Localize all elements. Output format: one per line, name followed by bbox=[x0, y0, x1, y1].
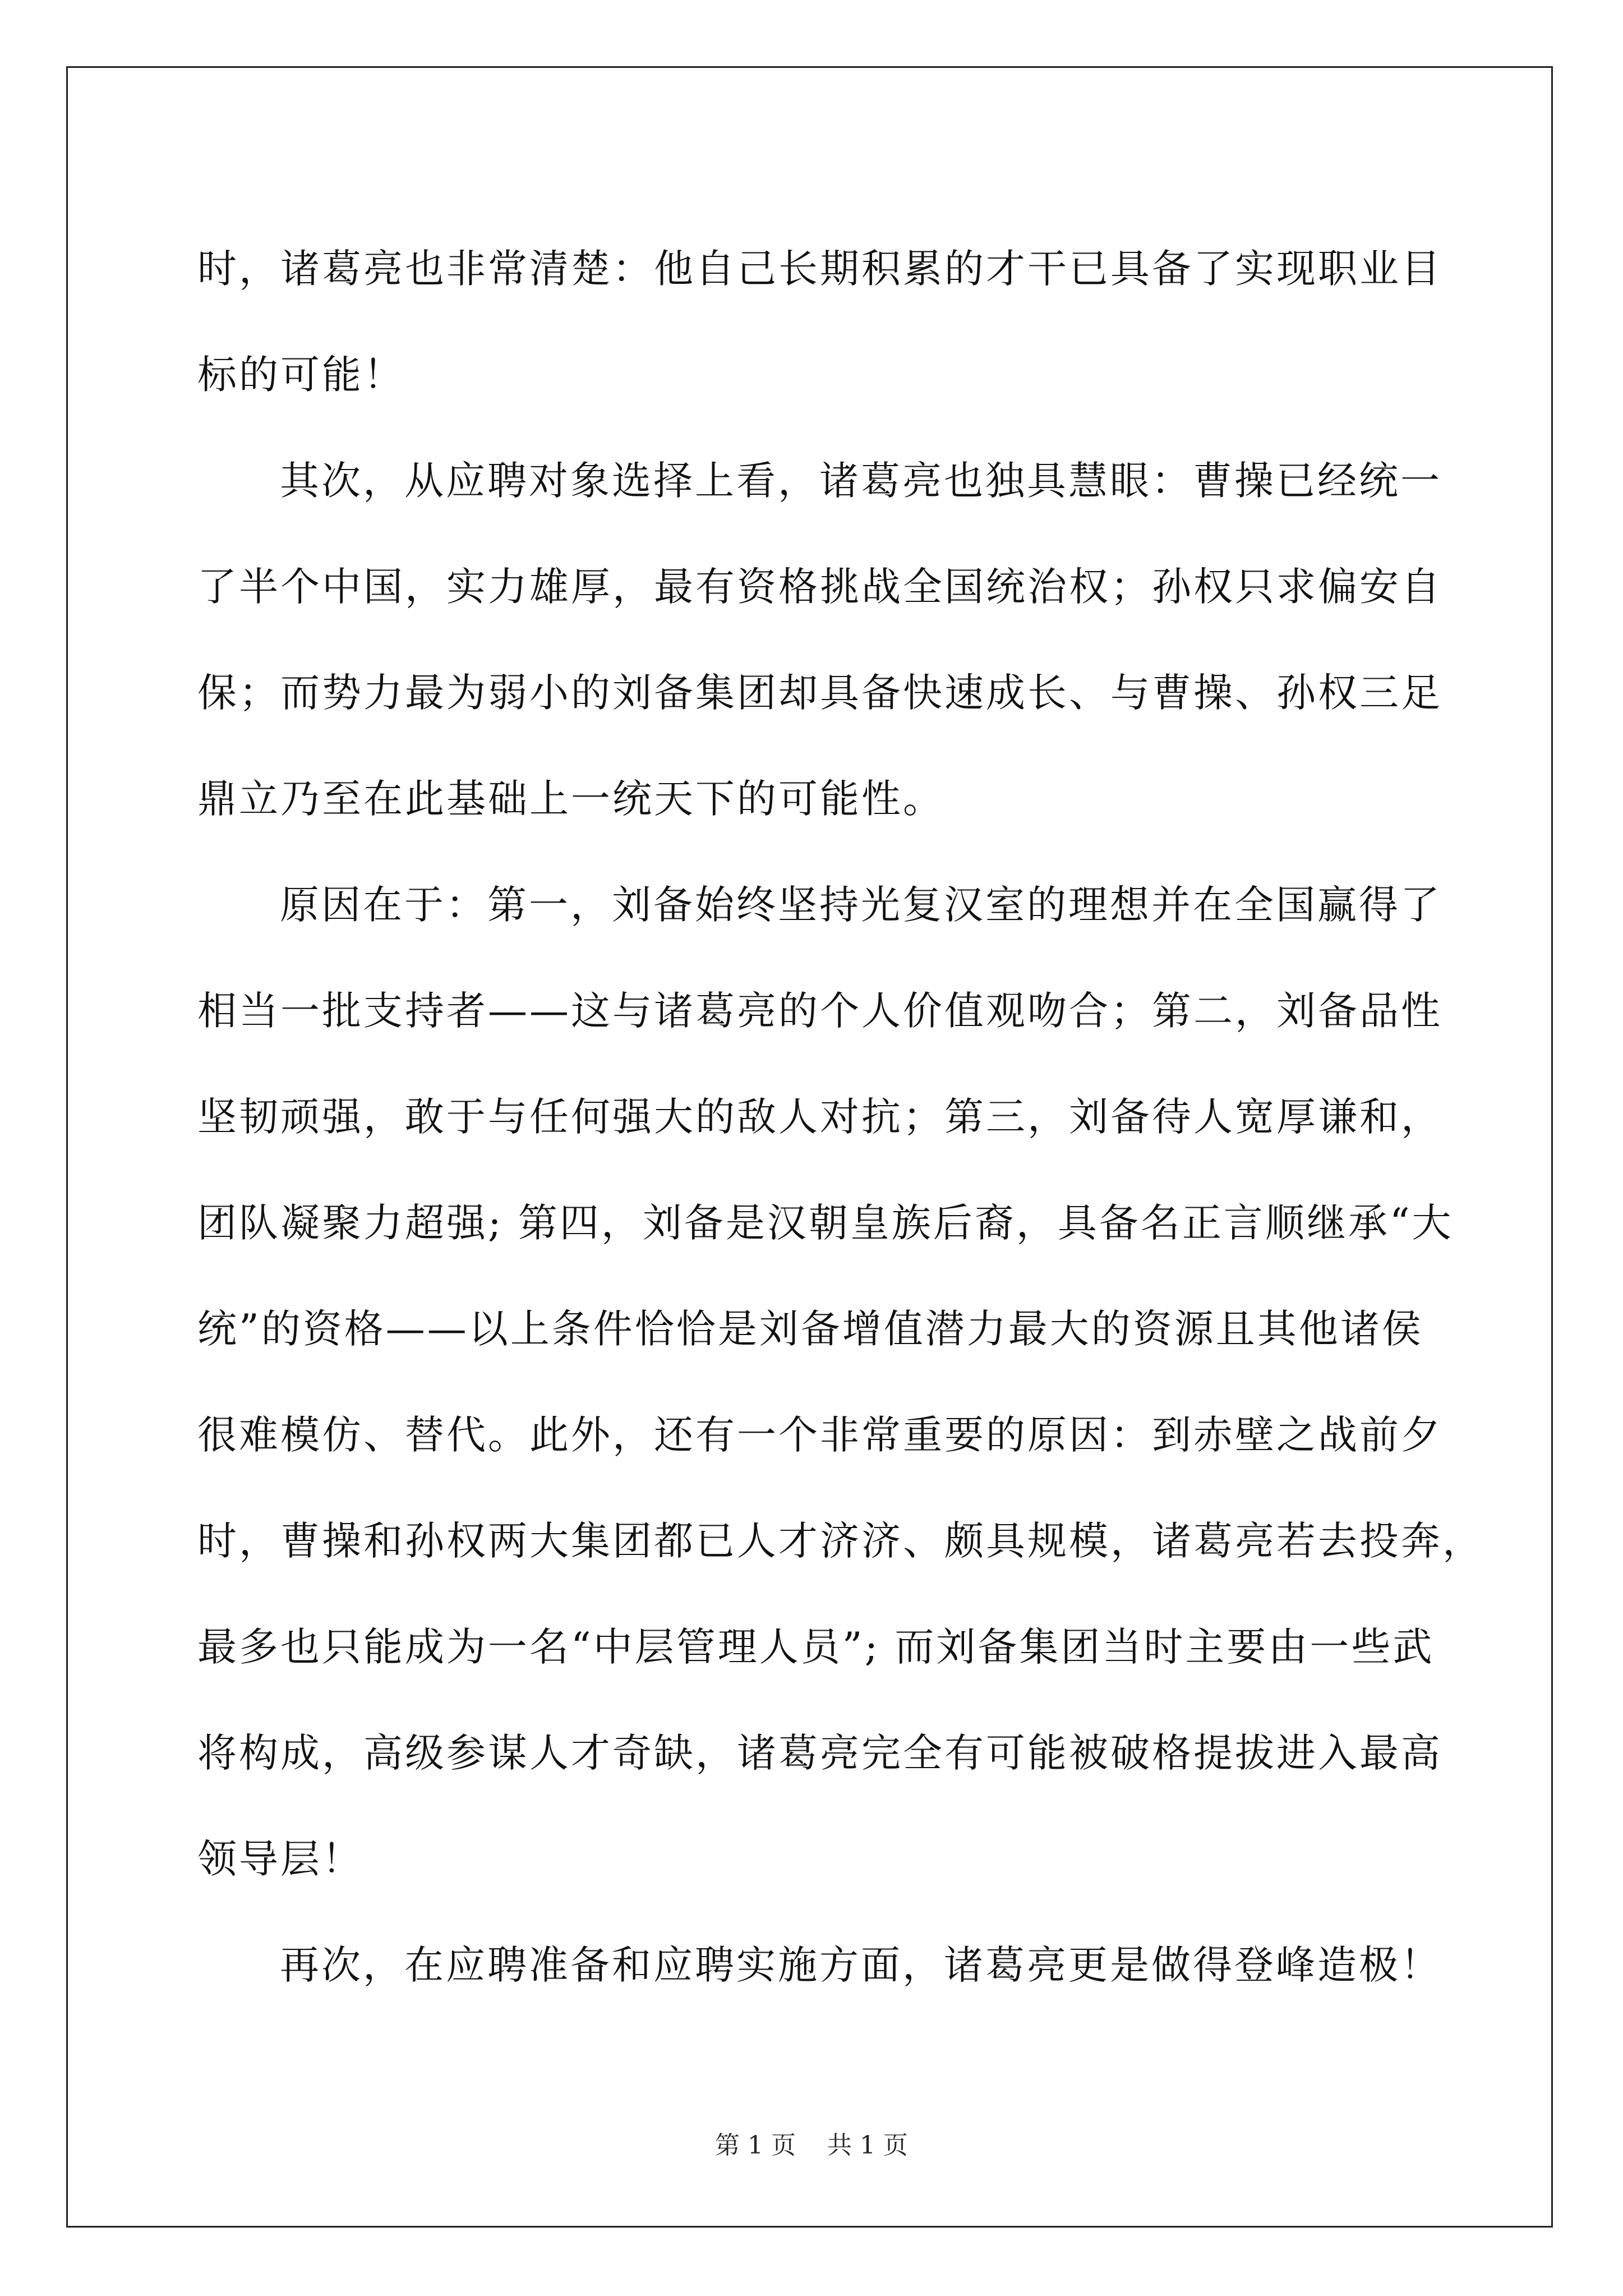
text-line: 最多也只能成为一名“中层管理人员”; 而刘备集团当时主要由一些武 bbox=[197, 1624, 1435, 1670]
text-line: 时，曹操和孙权两大集团都已人才济济、颇具规模，诸葛亮若去投奔， bbox=[197, 1518, 1484, 1564]
text-line: 团队凝聚力超强; 第四，刘备是汉朝皇族后裔，具备名正言顺继承“大 bbox=[197, 1200, 1454, 1246]
text-line: 了半个中国，实力雄厚，最有资格挑战全国统治权；孙权只求偏安自 bbox=[197, 564, 1442, 610]
text-line: 原因在于：第一，刘备始终坚持光复汉室的理想并在全国赢得了 bbox=[280, 882, 1442, 928]
text-line: 其次，从应聘对象选择上看，诸葛亮也独具慧眼：曹操已经统一 bbox=[280, 458, 1442, 504]
text-line: 很难模仿、替代。此外，还有一个非常重要的原因：到赤壁之战前夕 bbox=[197, 1412, 1442, 1458]
text-line: 坚韧顽强，敢于与任何强大的敌人对抗；第三，刘备待人宽厚谦和， bbox=[197, 1094, 1442, 1140]
document-body bbox=[197, 216, 1484, 2018]
text-line: 保；而势力最为弱小的刘备集团却具备快速成长、与曹操、孙权三足 bbox=[197, 670, 1442, 716]
text-line: 将构成，高级参谋人才奇缺，诸葛亮完全有可能被破格提拔进入最高 bbox=[197, 1730, 1442, 1776]
text-line: 领导层！ bbox=[197, 1836, 363, 1882]
text-line: 相当一批支持者——这与诸葛亮的个人价值观吻合；第二，刘备品性 bbox=[197, 988, 1442, 1034]
text-line: 时，诸葛亮也非常清楚：他自己长期积累的才干已具备了实现职业目 bbox=[197, 246, 1442, 292]
text-line: 统”的资格——以上条件恰恰是刘备增值潜力最大的资源且其他诸侯 bbox=[197, 1306, 1423, 1352]
page-number-footer: 第 1 页 共 1 页 bbox=[715, 2131, 908, 2160]
text-line: 标的可能！ bbox=[197, 352, 405, 398]
text-line: 再次，在应聘准备和应聘实施方面，诸葛亮更是做得登峰造极！ bbox=[280, 1942, 1442, 1988]
text-line: 鼎立乃至在此基础上一统天下的可能性。 bbox=[197, 776, 944, 822]
